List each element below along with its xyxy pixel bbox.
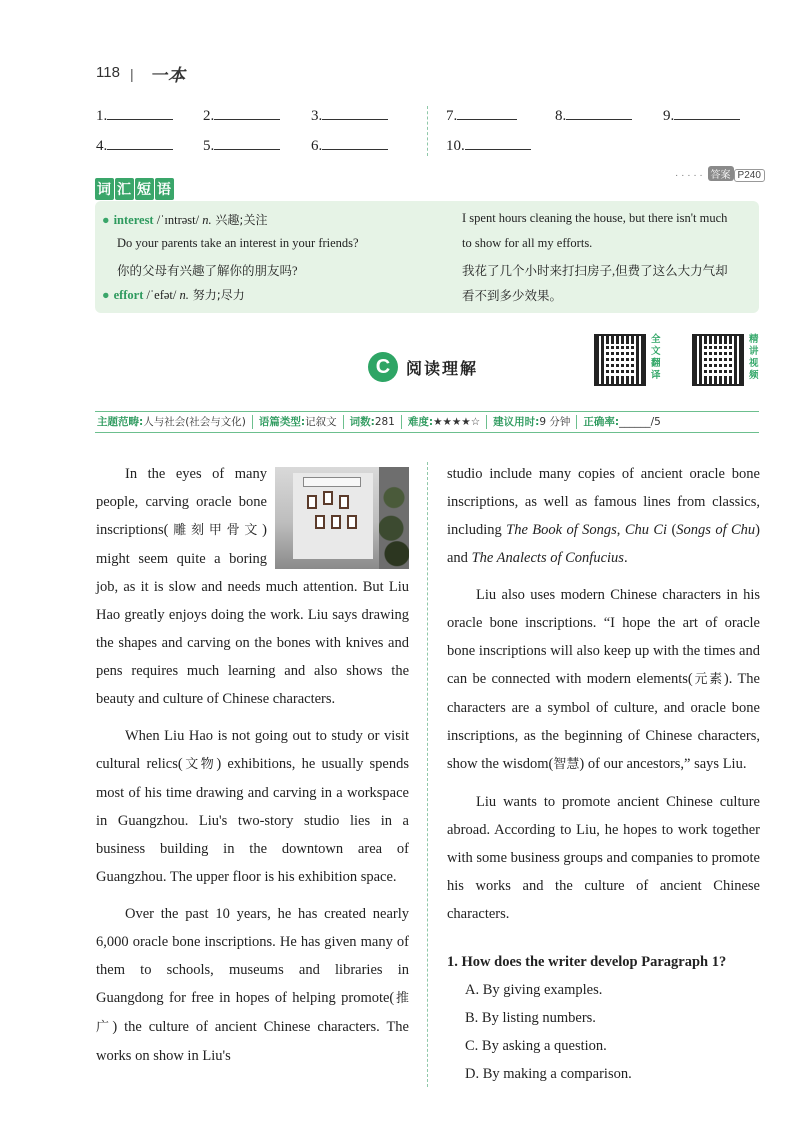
paragraph-2 <box>96 722 409 891</box>
blank-label: 4. <box>96 138 108 154</box>
option-c[interactable]: C. By asking a question. <box>465 1038 607 1054</box>
info-time <box>487 415 577 429</box>
hint-dots: · · · · · <box>675 170 703 181</box>
question-title: 1. How does the writer develop Paragraph 1? <box>447 954 727 970</box>
punct: , <box>616 522 625 538</box>
vocab-right-cn-1: 我花了几个小时来打扫房子,但费了这么大力气却 <box>462 264 728 278</box>
vocab-title-char: 汇 <box>115 178 134 200</box>
vocab-entry-interest <box>102 211 267 228</box>
p4-gloss-1: 元素 <box>692 672 724 687</box>
qr-label-video <box>749 334 761 382</box>
blank-label: 9. <box>663 108 675 124</box>
p4-gloss-2: 智慧 <box>553 757 580 772</box>
vocab-meaning: 兴趣;关注 <box>211 213 268 227</box>
qr-label-char: 全 <box>651 334 661 345</box>
column-divider <box>427 106 428 156</box>
blank-label: 6. <box>311 138 323 154</box>
info-key: 正确率: <box>583 416 620 428</box>
vocab-title-char: 短 <box>135 178 154 200</box>
answer-page: P240 <box>734 169 765 182</box>
answer-blank-9[interactable] <box>663 106 740 125</box>
qr-label-char: 讲 <box>749 346 759 357</box>
section-title-text: 阅读理解 <box>406 358 479 378</box>
p1-text-a: In the eyes of many people, carving oracle bone inscriptions( <box>96 466 267 538</box>
p4-text-c: ) of our ancestors,” says Liu. <box>579 756 747 772</box>
p2-text-a: When Liu Hao is not going out to study or visit cultural relics( <box>96 728 409 772</box>
p3-text-a: Over the past 10 years, he has created nearly 6,000 oracle bone inscriptions. He has given many of them to schools, museums and libraries in Guangdong for free in hopes of helping promote( <box>96 906 409 1006</box>
p3-text-c: studio include many copies of ancient oracle bone inscriptions, as well as famous lines from classics, including <box>447 466 760 538</box>
blank-label: 1. <box>96 108 108 124</box>
book-title: The Analects of Confucius <box>471 550 624 566</box>
column-divider <box>427 462 428 1087</box>
answer-blank-10[interactable] <box>446 136 531 155</box>
qr-code-video[interactable] <box>692 334 744 386</box>
answer-hint[interactable] <box>675 166 765 182</box>
answer-blank-2[interactable] <box>203 106 280 125</box>
paragraph-1 <box>96 460 409 713</box>
answer-blank-1[interactable] <box>96 106 173 125</box>
p3-gloss: 推广 <box>96 991 409 1035</box>
answer-tag: 答案 <box>708 166 734 181</box>
qr-label-char: 精 <box>749 334 759 345</box>
qr-code-translation[interactable] <box>594 334 646 386</box>
info-key: 词数: <box>349 416 375 428</box>
info-value: 记叙文 <box>305 416 337 428</box>
info-value: 人与社会(社会与文化) <box>143 416 246 428</box>
qr-label-char: 译 <box>651 370 661 381</box>
info-words <box>344 415 402 429</box>
option-d[interactable]: D. By making a comparison. <box>465 1066 632 1082</box>
paragraph-5: Liu wants to promote ancient Chinese culture abroad. According to Liu, he hopes to work together with some business groups and companies to promote his works and the culture of ancient Chinese characters. <box>447 794 760 922</box>
info-theme <box>95 415 253 429</box>
punct: ( <box>667 522 677 538</box>
question-1 <box>447 948 760 1088</box>
vocab-pos: n. <box>202 213 212 227</box>
qr-label-char: 翻 <box>651 358 661 369</box>
passage-info-bar <box>95 411 759 433</box>
vocab-word: interest <box>113 213 154 227</box>
book-title: Songs of Chu <box>676 522 756 538</box>
punct: ) and <box>447 522 761 566</box>
book-title: The Book of Songs <box>506 522 617 538</box>
answer-blank-8[interactable] <box>555 106 632 125</box>
vocab-right-en-2: to show for all my efforts. <box>462 236 593 250</box>
p3-text-b: ) the culture of ancient Chinese characters. The works on show in Liu's <box>96 1019 409 1064</box>
punct: . <box>623 550 628 566</box>
vocab-title-char: 词 <box>95 178 114 200</box>
brand-logo: 一本 <box>150 66 186 85</box>
qr-label-char: 文 <box>651 346 661 357</box>
info-value: 281 <box>374 416 395 428</box>
passage-left-column <box>96 460 409 1070</box>
vocab-pos: n. <box>179 288 189 302</box>
option-a[interactable]: A. By giving examples. <box>465 982 603 998</box>
bullet-icon: ● <box>102 213 110 227</box>
paragraph-4 <box>447 581 760 779</box>
p2-text-b: ) exhibitions, he usually spends most of his time drawing and carving in a workspace in Guangzhou. Liu's two-story studio lies in a business building in the downtown area of Guangzhou. The upper floor is his exhibition space. <box>96 756 409 885</box>
vocab-right-cn-2: 看不到多少效果。 <box>462 289 563 303</box>
info-value: ______/5 <box>619 416 661 428</box>
blank-label: 8. <box>555 108 567 124</box>
reading-c-icon: C <box>368 352 398 382</box>
info-key: 难度: <box>407 416 434 428</box>
info-value: ★★★★☆ <box>433 416 481 428</box>
book-title: Chu Ci <box>624 522 668 538</box>
paragraph-3 <box>96 900 409 1070</box>
vocab-example-cn: 你的父母有兴趣了解你的朋友吗? <box>117 264 298 278</box>
page-separator: | <box>130 66 134 82</box>
vocab-word: effort <box>113 288 144 302</box>
passage-right-column <box>447 460 760 1088</box>
vocab-right-en-1: I spent hours cleaning the house, but there isn't much <box>462 211 728 225</box>
vocab-entry-effort <box>102 286 245 303</box>
page-number: 118 <box>96 64 120 81</box>
info-accuracy[interactable] <box>577 415 666 429</box>
vocab-example-en: Do your parents take an interest in your friends? <box>117 236 359 250</box>
qr-label-char: 视 <box>749 358 759 369</box>
bullet-icon: ● <box>102 288 110 302</box>
option-b[interactable]: B. By listing numbers. <box>465 1010 596 1026</box>
p4-text-b: ). The characters are a symbol of culture, and oracle bone inscriptions, as the beginning of Chinese characters, show the wisdom( <box>447 671 760 772</box>
info-key: 建议用时: <box>493 416 540 428</box>
vocab-phonetic: /ˈɪntrəst/ <box>153 213 203 227</box>
vocab-section-title <box>95 178 175 200</box>
answer-blank-5[interactable] <box>203 136 280 155</box>
paragraph-3-continued <box>447 460 760 572</box>
photo-spacer <box>267 460 409 558</box>
qr-label-char: 频 <box>749 370 759 381</box>
p4-text-a: Liu also uses modern Chinese characters in his oracle bone inscriptions. “I hope the art of oracle bone inscriptions will also keep up with the times and can be connected with modern elements( <box>447 587 760 687</box>
blank-label: 7. <box>446 108 458 124</box>
blank-label: 3. <box>311 108 323 124</box>
info-type <box>253 415 344 429</box>
p1-text-b: ) might seem quite a boring job, as it is slow and needs much attention. But Liu Hao greatly enjoys doing the work. Liu says drawing the shapes and carving on the bones with knives and pens requires much learning and also shows the beauty and culture of Chinese characters. <box>96 522 409 707</box>
blank-label: 5. <box>203 138 215 154</box>
answer-blank-3[interactable] <box>311 106 388 125</box>
answer-blank-7[interactable] <box>446 106 517 125</box>
vocab-phonetic: /ˈefət/ <box>143 288 180 302</box>
info-key: 主题范畴: <box>97 416 144 428</box>
p2-gloss: 文物 <box>182 757 217 772</box>
reading-section-title <box>368 352 478 382</box>
answer-blank-4[interactable] <box>96 136 173 155</box>
info-value: 9 分钟 <box>539 416 571 428</box>
blank-label: 2. <box>203 108 215 124</box>
info-key: 语篇类型: <box>258 416 306 428</box>
p1-gloss: 雕刻甲骨文 <box>168 523 263 538</box>
vocab-meaning: 努力;尽力 <box>188 288 245 302</box>
qr-label-translation <box>651 334 663 382</box>
blank-label: 10. <box>446 138 465 154</box>
vocab-title-char: 语 <box>155 178 174 200</box>
info-difficulty <box>402 415 487 429</box>
answer-blank-6[interactable] <box>311 136 388 155</box>
